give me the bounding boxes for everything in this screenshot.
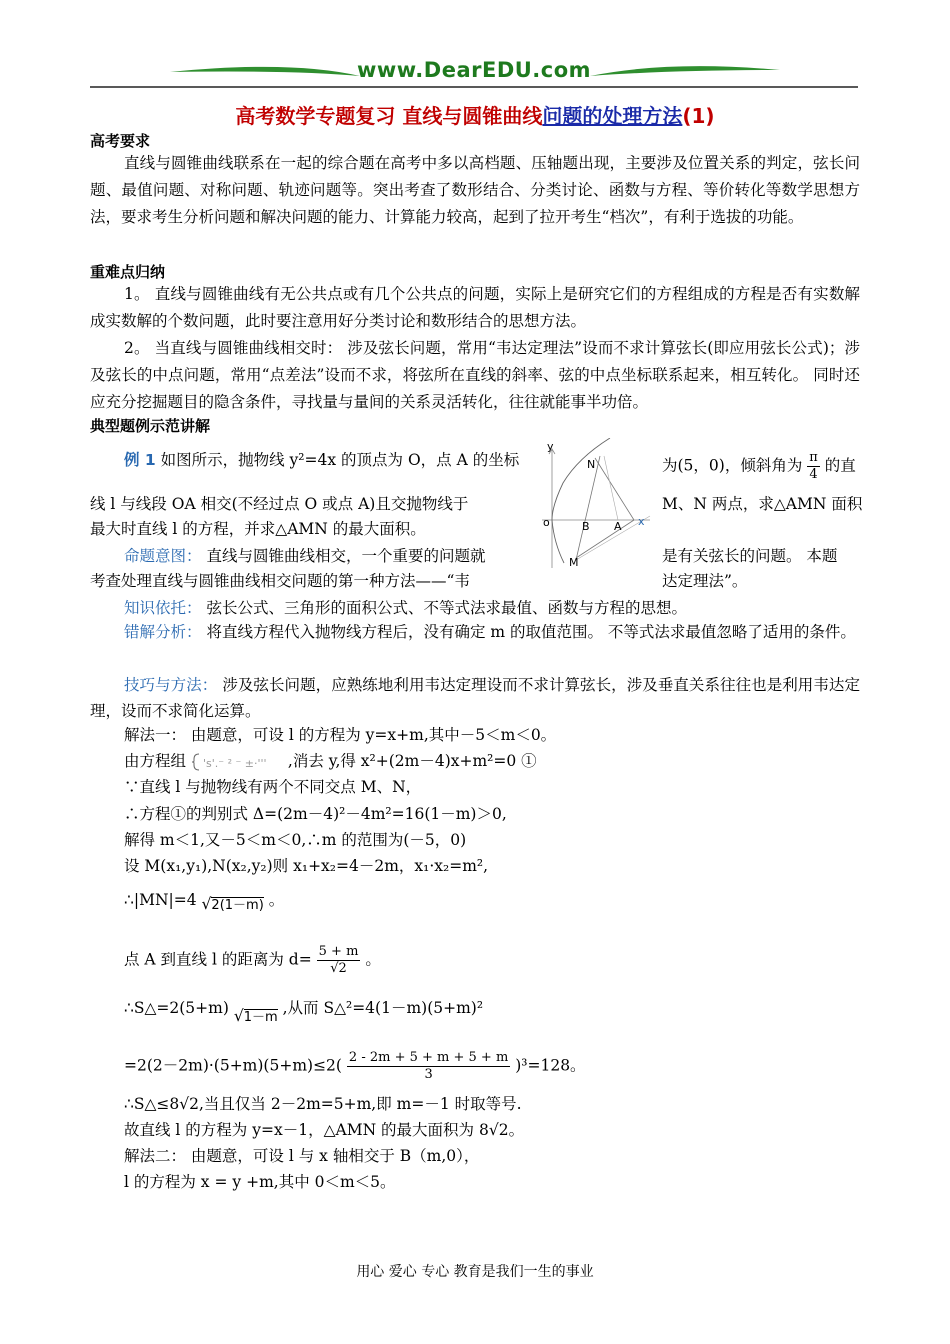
segment-na — [595, 458, 634, 520]
parabola-figure — [538, 438, 656, 573]
angle-fraction — [807, 450, 820, 483]
error-label: 错解分析： — [124, 623, 202, 641]
intent-text-1: 直线与圆锥曲线相交，一个重要的问题就 — [206, 547, 486, 565]
requirements-body: 直线与圆锥曲线联系在一起的综合题在高考中多以高档题、压轴题出现，主要涉及位置关系的判定，弦长问题、最值问题、对称问题、轨迹问题等。突出考查了数形结合、分类讨论、函数与方程、等价转化等数学思想方法，要求考生分析问题和解决问题的能力、计算能力较高，起到了拉开考生“档次”，有利于选拔的功能。 — [90, 154, 860, 226]
intent-label: 命题意图： — [124, 547, 202, 565]
distance-fraction — [317, 944, 361, 977]
parabola-curve — [552, 438, 610, 563]
title-link[interactable]: 问题的处理方法 — [542, 104, 683, 128]
equation-system-glyph — [191, 752, 283, 772]
page-footer: 用心 爱心 专心 教育是我们一生的事业 — [356, 1264, 594, 1280]
solution-line-11: ∴S△≤8√2,当且仅当 2－2m=5+m,即 m=－1 时取等号. — [124, 1095, 522, 1113]
title-suffix: (1) — [682, 104, 715, 128]
logo-text: www.DearEDU.com — [356, 58, 592, 82]
distance-pre: 点 A 到直线 l 的距离为 d= — [124, 950, 312, 969]
example-line-1 — [124, 450, 519, 470]
key-points-block — [90, 281, 860, 416]
example-line-2: 线 l 与线段 OA 相交(不经过点 O 或点 A)且交抛物线于 — [90, 495, 469, 513]
key-point-2: 2。 当直线与圆锥曲线相交时： 涉及弦长问题，常用“韦达定理法”设而不求计算弦长(即应用弦长公式)；涉及弦长的中点问题，常用“点差法”设而不求，将弦所在直线的斜率、弦的中点坐标联系起来，相互转化。 同时还应充分挖掘题目的隐含条件，寻找量与量间的关系灵活转化，往往就能事半功倍。 — [90, 339, 860, 411]
solution-line-1: 解法一： 由题意，可设 l 的方程为 y=x+m,其中－5＜m＜0。 — [124, 726, 557, 744]
distance-num: 5 + m — [318, 944, 359, 959]
page-title — [0, 100, 950, 129]
basis-line — [124, 598, 687, 618]
area-radical: √1－m — [233, 1007, 278, 1025]
inequality-fraction — [347, 1050, 510, 1083]
heading-key-points: 重难点归纳 — [90, 263, 166, 281]
fig-x-label: x — [638, 515, 645, 528]
mn-length-pre: ∴|MN|=4 — [124, 891, 197, 909]
inequality-pre: =2(2－2m)·(5+m)(5+m)≤2( — [124, 1056, 342, 1075]
solution-line-4: ∴方程①的判别式 Δ=(2m－4)²－4m²=16(1－m)＞0, — [124, 805, 507, 823]
distance-post: 。 — [365, 950, 381, 969]
solution-line-7 — [124, 886, 284, 916]
solution-line-5: 解得 m＜1,又－5＜m＜0,∴m 的范围为(－5，0) — [124, 831, 467, 849]
inequality-num: 2 - 2m + 5 + m + 5 + m — [348, 1050, 509, 1065]
title-main: 高考数学专题复习 直线与圆锥曲线 — [235, 104, 543, 128]
distance-den: √2 — [330, 961, 347, 976]
angle-num: π — [809, 450, 818, 465]
fig-y-label: y — [547, 440, 554, 453]
angle-den: 4 — [809, 467, 818, 482]
key-point-1: 1。 直线与圆锥曲线有无公共点或有几个公共点的问题，实际上是研究它们的方程组成的方程是否有实数解成实数解的个数问题，此时要注意用好分类讨论和数形结合的思想方法。 — [90, 285, 860, 330]
example-line-1-right — [662, 450, 856, 483]
method-block — [90, 672, 860, 724]
fig-b-label: B — [582, 520, 590, 533]
solution-line-14: l 的方程为 x = y +m,其中 0＜m＜5。 — [124, 1173, 396, 1191]
example-label: 例 1 — [124, 451, 156, 469]
heading-requirements: 高考要求 — [90, 132, 151, 150]
solution-line-13: 解法二： 由题意，可设 l 与 x 轴相交于 B（m,0）， — [124, 1147, 480, 1165]
solution-line-8 — [124, 944, 381, 977]
solution-line-6: 设 M(x₁,y₁),N(x₂,y₂)则 x₁+x₂=4－2m，x₁·x₂=m², — [124, 857, 489, 875]
inequality-post: )³=128。 — [515, 1056, 586, 1075]
error-analysis-block — [90, 619, 860, 645]
intent-line-1-right: 是有关弦长的问题。 本题 — [662, 547, 838, 565]
heading-examples: 典型题例示范讲解 — [90, 417, 211, 435]
basis-text: 弦长公式、三角形的面积公式、不等式法求最值、函数与方程的思想。 — [206, 599, 687, 617]
basis-label: 知识依托： — [124, 599, 202, 617]
requirements-paragraph — [90, 150, 860, 231]
site-logo-banner — [90, 58, 858, 94]
solution-line-10 — [124, 1050, 586, 1083]
mn-length-radicand: 2(1－m) — [211, 898, 264, 913]
intent-line-2: 考查处理直线与圆锥曲线相交问题的第一种方法——“韦 — [90, 572, 470, 590]
solution-line-2-pre: 由方程组 — [124, 752, 187, 770]
error-text: 将直线方程代入抛物线方程后，没有确定 m 的取值范围。 不等式法求最值忽略了适用的条件。 — [206, 623, 856, 641]
fig-a-label: A — [614, 520, 622, 533]
solution-line-2 — [124, 751, 537, 772]
example-text-1: 如图所示，抛物线 y²=4x 的顶点为 O，点 A 的坐标 — [160, 451, 520, 469]
area-post: ,从而 S△²=4(1－m)(5+m)² — [282, 999, 484, 1017]
example-line-3: 最大时直线 l 的方程，并求△AMN 的最大面积。 — [90, 520, 426, 538]
solution-line-3: ∵直线 l 与抛物线有两个不同交点 M、N， — [124, 778, 422, 796]
intent-line-2-right: 达定理法”。 — [662, 572, 748, 590]
example-line-2-right: M、N 两点，求△AMN 面积 — [662, 495, 863, 513]
method-text: 涉及弦长问题，应熟练地利用韦达定理设而不求计算弦长，涉及垂直关系往往也是利用韦达定理，设而不求简化运算。 — [90, 676, 860, 720]
inequality-den: 3 — [424, 1067, 433, 1082]
solution-line-2-post: ,消去 y,得 x²+(2m－4)x+m²=0 ① — [287, 752, 537, 770]
intent-line-1 — [124, 546, 485, 566]
solution-line-12: 故直线 l 的方程为 y=x－1，△AMN 的最大面积为 8√2。 — [124, 1121, 525, 1139]
fig-n-label: N — [587, 458, 596, 471]
fig-o-label: o — [543, 516, 550, 529]
example-text-1-end: 的直 — [824, 456, 856, 475]
svg-text:'s'.⁻ ² ⁻ ±·''': 's'.⁻ ² ⁻ ±·''' — [202, 757, 267, 770]
mn-length-radical: √2(1－m) — [201, 895, 264, 913]
area-pre: ∴S△=2(5+m) — [124, 999, 229, 1017]
area-radicand: 1－m — [243, 1010, 278, 1025]
solution-line-9 — [124, 990, 483, 1028]
method-label: 技巧与方法： — [124, 676, 218, 694]
mn-length-post: 。 — [268, 891, 285, 909]
fig-m-label: M — [569, 556, 579, 569]
example-text-1-right: 为(5，0)，倾斜角为 — [662, 456, 803, 475]
